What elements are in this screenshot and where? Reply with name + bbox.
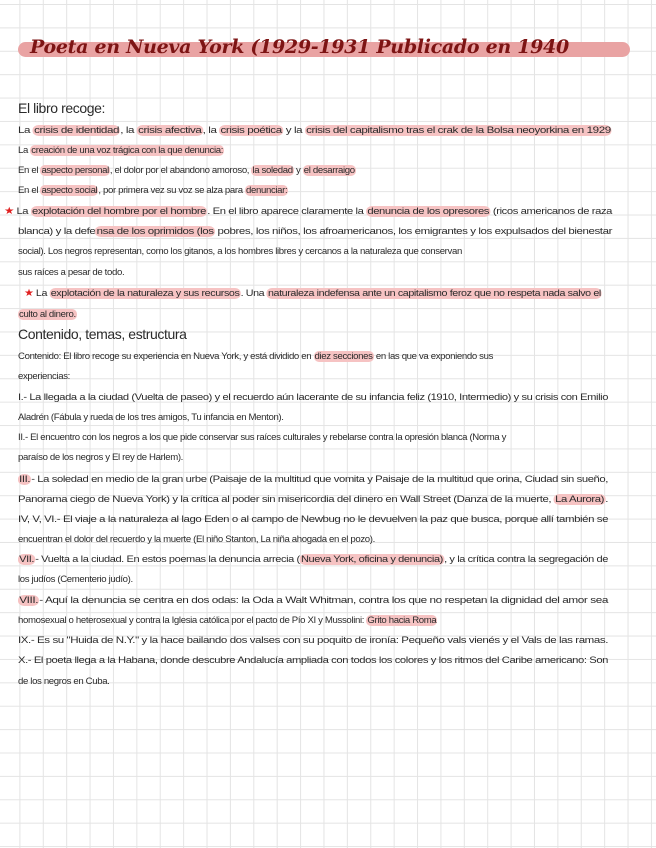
text-segment: IV, V, VI.- El viaje a la naturaleza al lago Eden o al campo de Newbug no le devuelven la paz que busca, porque allí también se bbox=[18, 514, 608, 525]
star-icon: ★ bbox=[4, 206, 15, 217]
highlighted-text: denunciar: bbox=[246, 185, 288, 196]
highlighted-text: nsa de los oprimidos (los bbox=[96, 226, 214, 237]
text-segment: . Una bbox=[240, 288, 267, 299]
text-segment: experiencias: bbox=[18, 371, 70, 382]
text-segment: - Vuelta a la ciudad. En estos poemas la denuncia arrecia ( bbox=[35, 554, 300, 565]
text-segment: Contenido, temas, estructura bbox=[18, 326, 187, 342]
text-line bbox=[18, 164, 356, 178]
text-line bbox=[18, 594, 608, 608]
text-line bbox=[18, 493, 608, 507]
text-line bbox=[18, 675, 110, 689]
highlighted-text: aspecto personal bbox=[41, 165, 109, 176]
highlighted-text: VIII. bbox=[19, 595, 39, 606]
text-line bbox=[18, 573, 133, 587]
highlighted-text: culto al dinero. bbox=[19, 309, 76, 320]
highlighted-text: el desarraigo bbox=[303, 165, 355, 176]
text-segment: encuentran el dolor del recuerdo y la muerte (El niño Stanton, La niña ahogada en el pozo). bbox=[18, 534, 375, 545]
text-segment: en las que va exponiendo sus bbox=[373, 351, 494, 362]
text-segment: Contenido: El libro recoge su experiencia en Nueva York, y está dividido en bbox=[18, 351, 314, 362]
text-segment: , la bbox=[202, 125, 220, 136]
highlighted-text: VII. bbox=[19, 554, 35, 565]
text-segment: social). Los negros representan, como los gitanos, a los hombres libres y cercanos a la naturaleza que conservan bbox=[18, 246, 462, 257]
text-line bbox=[18, 473, 608, 487]
text-segment: blanca) y la defe bbox=[18, 226, 96, 237]
text-line bbox=[18, 184, 288, 198]
text-segment: (ricos americanos de raza bbox=[490, 206, 612, 217]
star-icon: ★ bbox=[24, 288, 34, 299]
highlighted-text: crisis del capitalismo tras el crak de la Bolsa neoyorkina en 1929 bbox=[306, 125, 611, 136]
text-line bbox=[18, 245, 462, 259]
highlighted-text: creación de una voz trágica con la que denuncia: bbox=[31, 145, 224, 156]
highlighted-text: diez secciones bbox=[314, 351, 373, 362]
text-line bbox=[18, 391, 608, 405]
text-segment: - La soledad en medio de la gran urbe (Paisaje de la multitud que vomita y Paisaje de la multitud que orina, Ciudad sin sueño, bbox=[31, 474, 609, 485]
text-segment: Aladrén (Fábula y rueda de los tres amigos, Tu infancia en Menton). bbox=[18, 412, 284, 423]
text-line bbox=[18, 431, 506, 445]
section-heading bbox=[18, 101, 105, 115]
text-segment: , y la crítica contra la segregación de bbox=[444, 554, 608, 565]
text-segment: paraíso de los negros y El rey de Harlem). bbox=[18, 452, 183, 463]
text-line bbox=[18, 513, 608, 527]
text-segment: , por primera vez su voz se alza para bbox=[98, 185, 246, 196]
text-segment: En el bbox=[18, 165, 41, 176]
highlighted-text: Grito hacia Roma bbox=[367, 615, 437, 626]
text-segment: - Aquí la denuncia se centra en dos odas: la Oda a Walt Whitman, contra los que no respetan la dignidad del amor sea bbox=[39, 595, 609, 606]
highlighted-text: aspecto social bbox=[41, 185, 98, 196]
text-segment: . En el libro aparece claramente la bbox=[207, 206, 367, 217]
text-segment: La bbox=[18, 125, 33, 136]
text-line bbox=[18, 370, 70, 384]
highlighted-text: Nueva York, oficina y denuncia) bbox=[300, 554, 443, 565]
text-line bbox=[18, 308, 77, 322]
text-line bbox=[18, 350, 493, 364]
text-segment: sus raíces a pesar de todo. bbox=[18, 267, 125, 278]
text-segment: La bbox=[35, 288, 50, 299]
text-segment: . bbox=[605, 494, 608, 505]
text-segment: pobres, los niños, los afroamericanos, los emigrantes y los expulsados del bienestar bbox=[214, 226, 612, 237]
text-segment: II.- El encuentro con los negros a los que pide conservar sus raíces culturales y rebelarse contra la opresión blanca (Norma y bbox=[18, 432, 507, 443]
text-line bbox=[18, 124, 612, 138]
text-segment: los judíos (Cementerio judío). bbox=[18, 574, 133, 585]
text-line bbox=[18, 533, 375, 547]
text-segment: homosexual o heterosexual y contra la Iglesia católica por el pacto de Pío XI y Mussolini: bbox=[18, 615, 367, 626]
text-segment: , el dolor por el abandono amoroso, bbox=[109, 165, 252, 176]
text-line bbox=[18, 266, 124, 280]
text-segment: La bbox=[18, 145, 31, 156]
section-heading bbox=[18, 327, 187, 341]
title-block bbox=[18, 38, 630, 60]
highlighted-text: naturaleza indefensa ante un capitalismo feroz que no respeta nada salvo el bbox=[267, 288, 601, 299]
text-line bbox=[18, 411, 284, 425]
highlighted-text: crisis poética bbox=[220, 125, 282, 136]
highlighted-text: explotación del hombre por el hombre bbox=[32, 206, 207, 217]
highlighted-text: La Aurora) bbox=[555, 494, 605, 505]
text-segment: El libro recoge: bbox=[18, 100, 105, 116]
text-segment: X.- El poeta llega a la Habana, donde descubre Andalucía ampliada con todos los colores y los ritmos del Caribe americano: Son bbox=[18, 655, 608, 666]
text-line bbox=[4, 205, 612, 219]
highlighted-text: explotación de la naturaleza y sus recursos bbox=[50, 288, 240, 299]
text-line bbox=[18, 614, 437, 628]
page-title: Poeta en Nueva York (1929-1931 Publicado en 1940 bbox=[30, 36, 569, 58]
highlighted-text: crisis afectiva bbox=[138, 125, 202, 136]
text-line bbox=[24, 287, 602, 301]
text-segment: Panorama ciego de Nueva York) y la crítica al poder sin misericordia del dinero en Wall Street (Danza de la muerte, bbox=[18, 494, 554, 505]
text-segment: y la bbox=[282, 125, 305, 136]
text-line bbox=[18, 634, 608, 648]
text-line bbox=[18, 654, 608, 668]
highlighted-text: la soledad bbox=[252, 165, 293, 176]
text-segment: y bbox=[293, 165, 303, 176]
text-line bbox=[18, 144, 224, 158]
text-line bbox=[18, 553, 608, 567]
text-segment: En el bbox=[18, 185, 41, 196]
text-segment: La bbox=[16, 206, 31, 217]
text-line bbox=[18, 225, 612, 239]
text-segment: I.- La llegada a la ciudad (Vuelta de paseo) y el recuerdo aún lacerante de su infancia feliz (1910, Intermedio) y su crisis con Emilio bbox=[18, 392, 608, 403]
highlighted-text: denuncia de los opresores bbox=[367, 206, 490, 217]
highlighted-text: III. bbox=[19, 474, 31, 485]
text-segment: IX.- Es su "Huida de N.Y." y la hace bailando dos valses con su poquito de ironía: Pequeño vals vienés y el Vals de las ramas. bbox=[18, 635, 608, 646]
text-segment: , la bbox=[120, 125, 137, 136]
text-line bbox=[18, 451, 183, 465]
text-segment: de los negros en Cuba. bbox=[18, 676, 110, 687]
highlighted-text: crisis de identidad bbox=[34, 125, 120, 136]
